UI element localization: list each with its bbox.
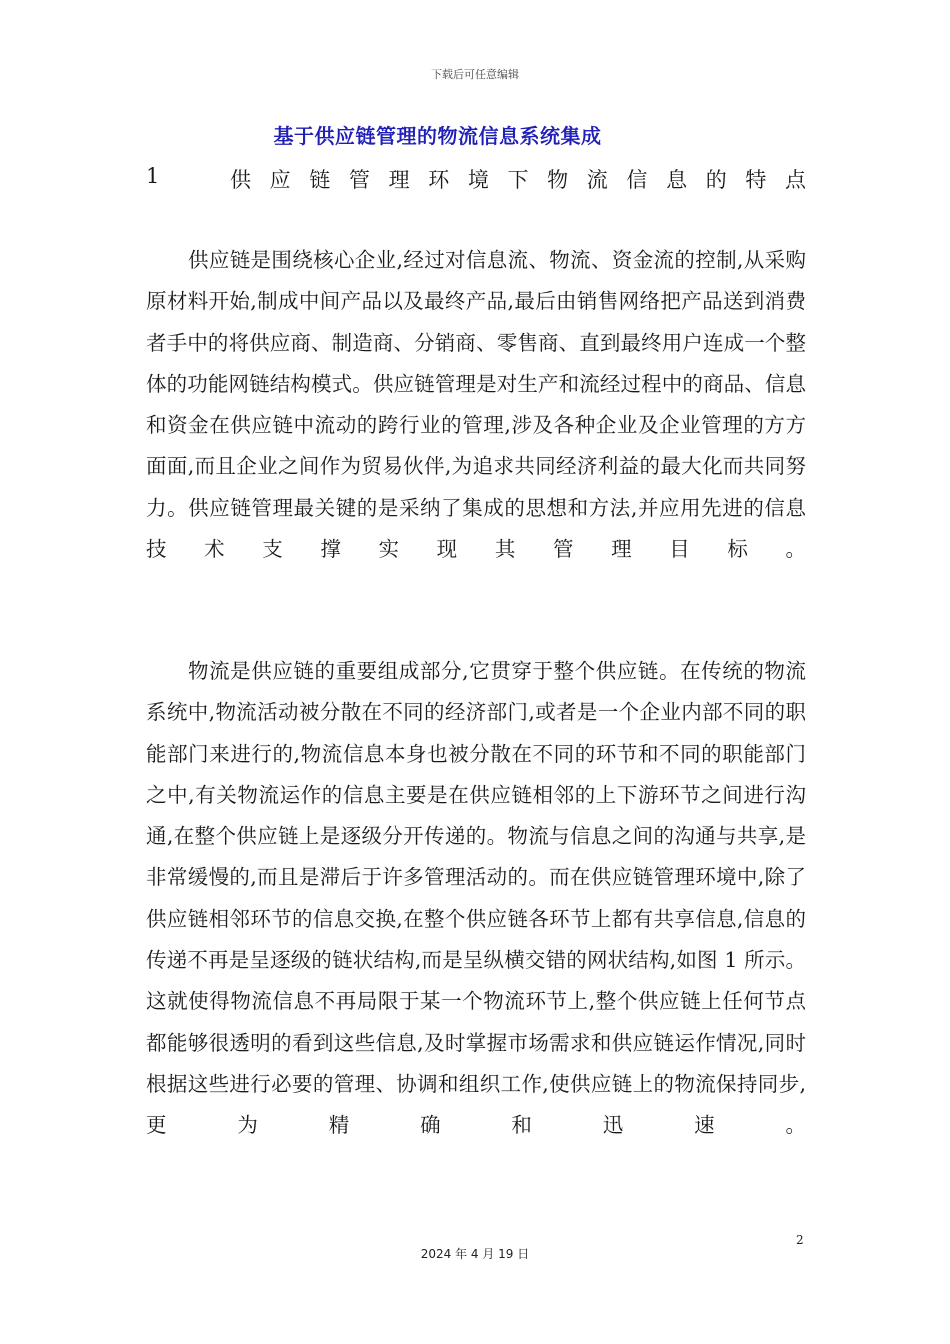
footer-date: 2024 年 4 月 19 日 xyxy=(420,1247,530,1261)
section-number: 1 xyxy=(146,164,160,188)
document-title: 基于供应链管理的物流信息系统集成 xyxy=(273,124,602,148)
body-paragraph-1: 供应链是围绕核心企业,经过对信息流、物流、资金流的控制,从采购原材料开始,制成中间产品以及最终产品,最后由销售网络把产品送到消费者手中的将供应商、制造商、分销商、零售商、直到最终用户连成一个整体的功能网链结构模式。供应链管理是对生产和流经过程中的商品、信息和资金在供应链中流动的跨行业的管理,涉及各种企业及企业管理的方方面面,而且企业之间作为贸易伙伴,为追求共同经济利益的最大化而共同努力。供应链管理最关键的是采纳了集成的思想和方法,并应用先进的信息技术支撑实现其管理目标。 xyxy=(146,248,806,562)
page-number: 2 xyxy=(796,1233,804,1247)
section-heading xyxy=(146,164,806,194)
section-title: 供应链管理环境下物流信息的特点 xyxy=(230,168,806,192)
body-paragraph-2: 物流是供应链的重要组成部分,它贯穿于整个供应链。在传统的物流系统中,物流活动被分散在不同的经济部门,或者是一个企业内部不同的职能部门来进行的,物流信息本身也被分散在不同的环节和不同的职能部门之中,有关物流运作的信息主要是在供应链相邻的上下游环节之间进行沟通,在整个供应链上是逐级分开传递的。物流与信息之间的沟通与共享,是非常缓慢的,而且是滞后于许多管理活动的。而在供应链管理环境中,除了供应链相邻环节的信息交换,在整个供应链各环节上都有共享信息,信息的传递不再是呈逐级的链状结构,而是呈纵横交错的网状结构,如图 1 所示。这就使得物流信息不再局限于某一个物流环节上,整个供应链上任何节点都能够很透明的看到这些信息,及时掌握市场需求和供应链运作情况,同时根据这些进行必要的管理、协调和组织工作,使供应链上的物流保持同步,更为精确和迅速。 xyxy=(146,659,806,1138)
header-note: 下载后可任意编辑 xyxy=(431,68,519,81)
